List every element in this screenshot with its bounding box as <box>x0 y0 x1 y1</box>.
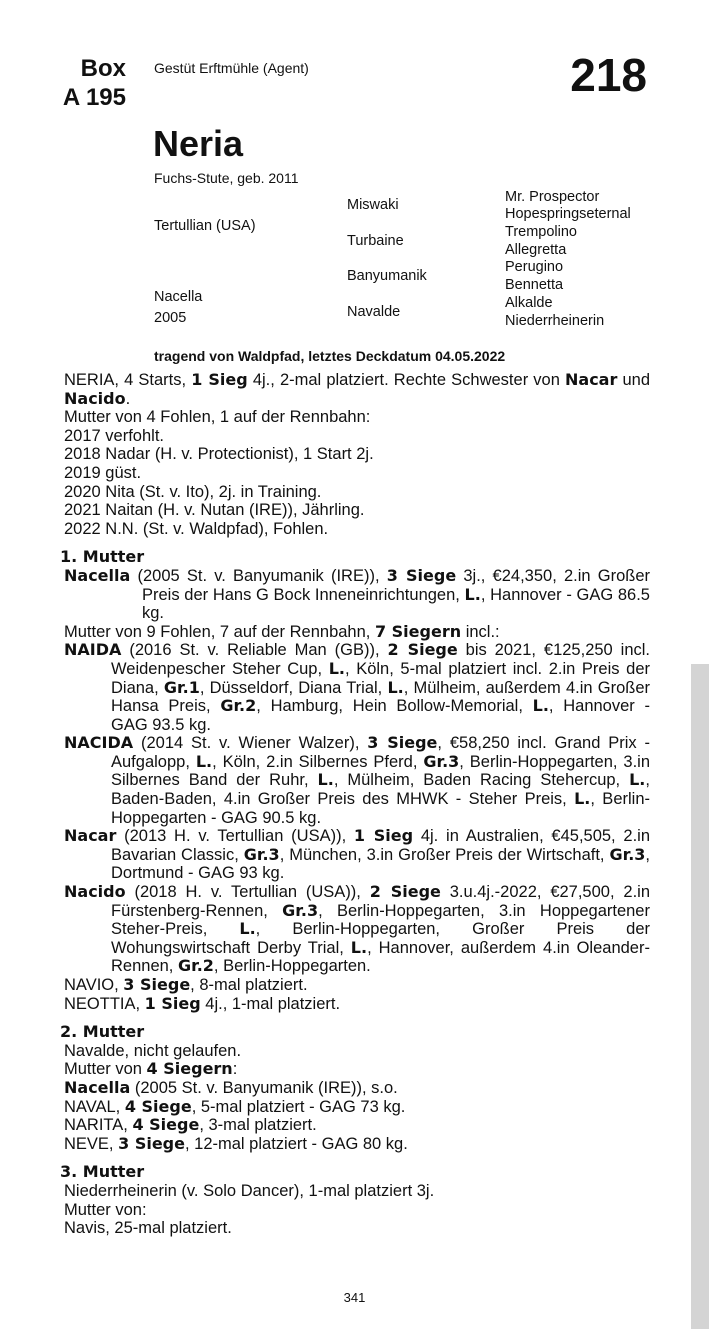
offspring-navis: Navis, 25-mal platziert. <box>64 1219 232 1238</box>
offspring-name: Nacar <box>64 826 117 846</box>
page-number: 341 <box>343 1290 366 1305</box>
produce-item: 2017 verfohlt. <box>64 426 164 445</box>
first-dam-record <box>64 567 650 623</box>
offspring-name: NACIDA <box>64 733 134 753</box>
record-bold: L. <box>387 677 404 697</box>
record-bold: 2 Siege <box>369 882 441 902</box>
offspring-naida <box>64 641 650 734</box>
record-bold: L. <box>574 789 591 809</box>
record-text: (2005 St. v. Banyumanik (IRE)), <box>130 566 387 585</box>
record-text: , 8-mal platziert. <box>190 976 308 994</box>
pedigree-g8: Niederrheinerin <box>505 313 605 329</box>
pedigree-sire: Tertullian (USA) <box>154 218 256 234</box>
racing-text: und <box>617 371 650 389</box>
record-text: , Baden-Baden, 4.in Großer Preis des MHWK - Steher Preis, <box>111 771 650 809</box>
second-dam-foals <box>64 1060 650 1079</box>
record-text: , Berlin-Hoppegarten - GAG 90.5 kg. <box>111 790 650 827</box>
third-dam-heading: 3. Mutter <box>60 1162 145 1182</box>
horse-name: Neria <box>153 123 244 164</box>
record-bold: 2 Siege <box>387 640 458 660</box>
pedigree-g6: Bennetta <box>505 277 564 293</box>
second-dam-heading: 2. Mutter <box>60 1022 145 1042</box>
agent: Gestüt Erftmühle (Agent) <box>154 60 309 76</box>
offspring-name: Nacella <box>64 1077 131 1097</box>
offspring-narita <box>64 1116 650 1135</box>
record-bold: Gr.3 <box>423 751 460 771</box>
record-bold: Gr.2 <box>220 696 257 716</box>
record-text: 3.u.4j.-2022, €27,500, 2.in Fürstenberg-Rennen, <box>111 883 650 920</box>
record-bold: 3 Siege <box>367 733 438 753</box>
record-text: NEVE, <box>64 1134 119 1153</box>
record-bold: L. <box>328 658 345 678</box>
record-text: Mutter von 9 Fohlen, 7 auf der Rennbahn, <box>64 622 375 641</box>
record-text: , Berlin-Hoppegarten, Großer Preis der Wohungswirtschaft Derby Trial, <box>111 920 650 957</box>
record-text: 4j. in Australien, €45,505, 2.in Bavarian Classic, <box>111 827 650 864</box>
record-text: NEOTTIA, <box>64 994 145 1013</box>
pedigree-g4: Allegretta <box>505 242 567 258</box>
record-bold: 3 Siege <box>118 1133 185 1153</box>
pedigree-g1: Mr. Prospector <box>505 189 600 205</box>
record-text: : <box>232 1060 238 1079</box>
record-bold: 7 Siegern <box>374 621 462 641</box>
record-text: , 5-mal platziert - GAG 73 kg. <box>191 1097 406 1116</box>
record-bold: Gr.3 <box>282 900 319 920</box>
pedigree-dam: Nacella <box>154 289 203 305</box>
produce-item: 2021 Naitan (H. v. Nutan (IRE)), Jährling. <box>64 501 365 520</box>
offspring-neottia <box>64 995 650 1014</box>
record-text: NAVIO, <box>64 976 124 994</box>
horse-description: Fuchs-Stute, geb. 2011 <box>154 170 299 186</box>
record-bold: 4 Siege <box>132 1115 200 1135</box>
produce-item: 2018 Nadar (H. v. Protectionist), 1 Start 2j. <box>64 445 374 464</box>
record-bold: 1 Sieg <box>144 993 201 1013</box>
pedigree-dam-dam: Navalde <box>347 304 401 320</box>
record-bold: Gr.3 <box>609 844 646 864</box>
pedigree-g2: Hopespringseternal <box>505 206 631 222</box>
record-bold: Gr.3 <box>243 844 280 864</box>
record-bold: 1 Sieg <box>353 826 414 846</box>
record-bold: L. <box>629 770 646 790</box>
record-bold: L. <box>195 751 213 771</box>
record-text: , Hannover - GAG 93.5 kg. <box>111 697 650 734</box>
second-dam-record: Navalde, nicht gelaufen. <box>64 1041 242 1060</box>
record-bold: Gr.2 <box>177 956 214 976</box>
produce-intro: Mutter von 4 Fohlen, 1 auf der Rennbahn: <box>64 408 371 427</box>
record-text: (2018 H. v. Tertullian (USA)), <box>125 883 370 902</box>
sibling-name: Nacar <box>565 370 618 389</box>
record-text: , Köln, 2.in Silbernes Pferd, <box>212 752 424 771</box>
offspring-neve <box>64 1135 650 1154</box>
scrollbar[interactable] <box>691 664 709 1329</box>
pedigree-dam-year: 2005 <box>154 310 187 326</box>
dam-name: Nacella <box>64 565 131 585</box>
record-text: , Mülheim, außerdem 4.in Großer Hansa Preis, <box>111 678 650 716</box>
pedigree-g7: Alkalde <box>505 295 553 311</box>
racing-text: 4j., 2-mal platziert. Rechte Schwester von <box>247 371 565 389</box>
record-text: , €58,250 incl. Grand Prix -Aufgalopp, <box>111 734 650 771</box>
record-text: , Hannover, außerdem 4.in Oleander-Rennen, <box>111 938 650 976</box>
offspring-nacar <box>64 827 650 883</box>
record-text: NAVAL, <box>64 1097 125 1116</box>
record-text: , Köln, 5-mal platziert incl. 2.in Preis der Diana, <box>111 659 650 697</box>
produce-item: 2019 güst. <box>64 463 142 482</box>
record-text: , Berlin-Hoppegarten, 3.in Hoppegartener Steher-Preis, <box>111 901 650 939</box>
record-text: bis 2021, €125,250 incl. Weidenpescher Steher Cup, <box>111 641 650 678</box>
first-dam-heading: 1. Mutter <box>60 547 145 567</box>
record-text: , Mülheim, Baden Racing Stehercup, <box>333 771 630 790</box>
pedigree-sire-sire: Miswaki <box>347 197 399 213</box>
offspring-nacida <box>64 734 650 827</box>
record-bold: L. <box>239 919 256 939</box>
record-text: , Dortmund - GAG 93 kg. <box>111 845 650 883</box>
record-text: , Hannover - GAG 86.5 kg. <box>142 585 650 623</box>
record-text: 3j., €24,350, 2.in Großer Preis der Hans G Bock Inneneinrichtungen, <box>142 566 650 604</box>
racing-text: . <box>125 389 131 408</box>
third-dam-foals: Mutter von: <box>64 1200 147 1219</box>
box-number: A 195 <box>62 84 126 111</box>
first-dam-foals <box>64 623 650 642</box>
offspring-name: NAIDA <box>64 640 122 660</box>
record-text: , Hamburg, Hein Bollow-Memorial, <box>256 697 533 716</box>
record-bold: Gr.1 <box>163 677 200 697</box>
record-bold: 3 Siege <box>386 565 457 585</box>
record-text: , Düsseldorf, Diana Trial, <box>199 678 388 697</box>
pedigree-dam-sire: Banyumanik <box>347 268 427 284</box>
record-text: , München, 3.in Großer Preis der Wirtschaft, <box>279 845 610 864</box>
pregnancy-note: tragend von Waldpfad, letztes Deckdatum 04.05.2022 <box>154 348 506 364</box>
record-bold: 3 Siege <box>123 975 191 994</box>
record-text: incl.: <box>461 622 500 641</box>
offspring-name: Nacido <box>64 882 126 902</box>
record-bold: 4 Siege <box>124 1096 192 1116</box>
third-dam-record: Niederrheinerin (v. Solo Dancer), 1-mal platziert 3j. <box>64 1181 435 1200</box>
record-text: NARITA, <box>64 1116 133 1135</box>
offspring-navio <box>64 976 650 995</box>
box-word: Box <box>80 55 126 82</box>
record-text: 4j., 1-mal platziert. <box>200 994 341 1013</box>
racing-text: NERIA, 4 Starts, <box>64 371 192 389</box>
offspring-nacella <box>64 1079 650 1098</box>
record-text: , Berlin-Hoppegarten. <box>213 957 371 976</box>
offspring-nacido <box>64 883 650 976</box>
produce-item: 2020 Nita (St. v. Ito), 2j. in Training. <box>64 482 322 501</box>
lot-number: 218 <box>570 49 647 101</box>
pedigree-sire-dam: Turbaine <box>347 233 404 249</box>
racing-wins: 1 Sieg <box>191 370 248 389</box>
record-text: (2014 St. v. Wiener Walzer), <box>133 734 368 753</box>
record-bold: L. <box>464 584 481 604</box>
record-text: , 12-mal platziert - GAG 80 kg. <box>184 1134 408 1153</box>
record-bold: L. <box>350 937 368 957</box>
record-bold: L. <box>317 770 334 790</box>
pedigree-g3: Trempolino <box>505 224 577 240</box>
box-label <box>62 54 126 112</box>
pedigree-g5: Perugino <box>505 259 564 275</box>
produce-item: 2022 N.N. (St. v. Waldpfad), Fohlen. <box>64 519 329 538</box>
record-text: , Berlin-Hoppegarten, 3.in Silbernes Band der Ruhr, <box>111 752 651 790</box>
record-bold: 4 Siegern <box>146 1059 233 1079</box>
catalogue-body <box>60 370 651 1238</box>
record-text: (2005 St. v. Banyumanik (IRE)), s.o. <box>130 1078 398 1097</box>
offspring-naval <box>64 1098 650 1117</box>
record-text: (2013 H. v. Tertullian (USA)), <box>116 827 354 846</box>
record-text: Mutter von <box>64 1060 147 1079</box>
sibling-name: Nacido <box>64 388 126 408</box>
racing-record <box>64 371 650 408</box>
record-text: (2016 St. v. Reliable Man (GB)), <box>121 641 388 660</box>
record-text: , 3-mal platziert. <box>199 1116 317 1135</box>
record-bold: L. <box>532 696 549 716</box>
